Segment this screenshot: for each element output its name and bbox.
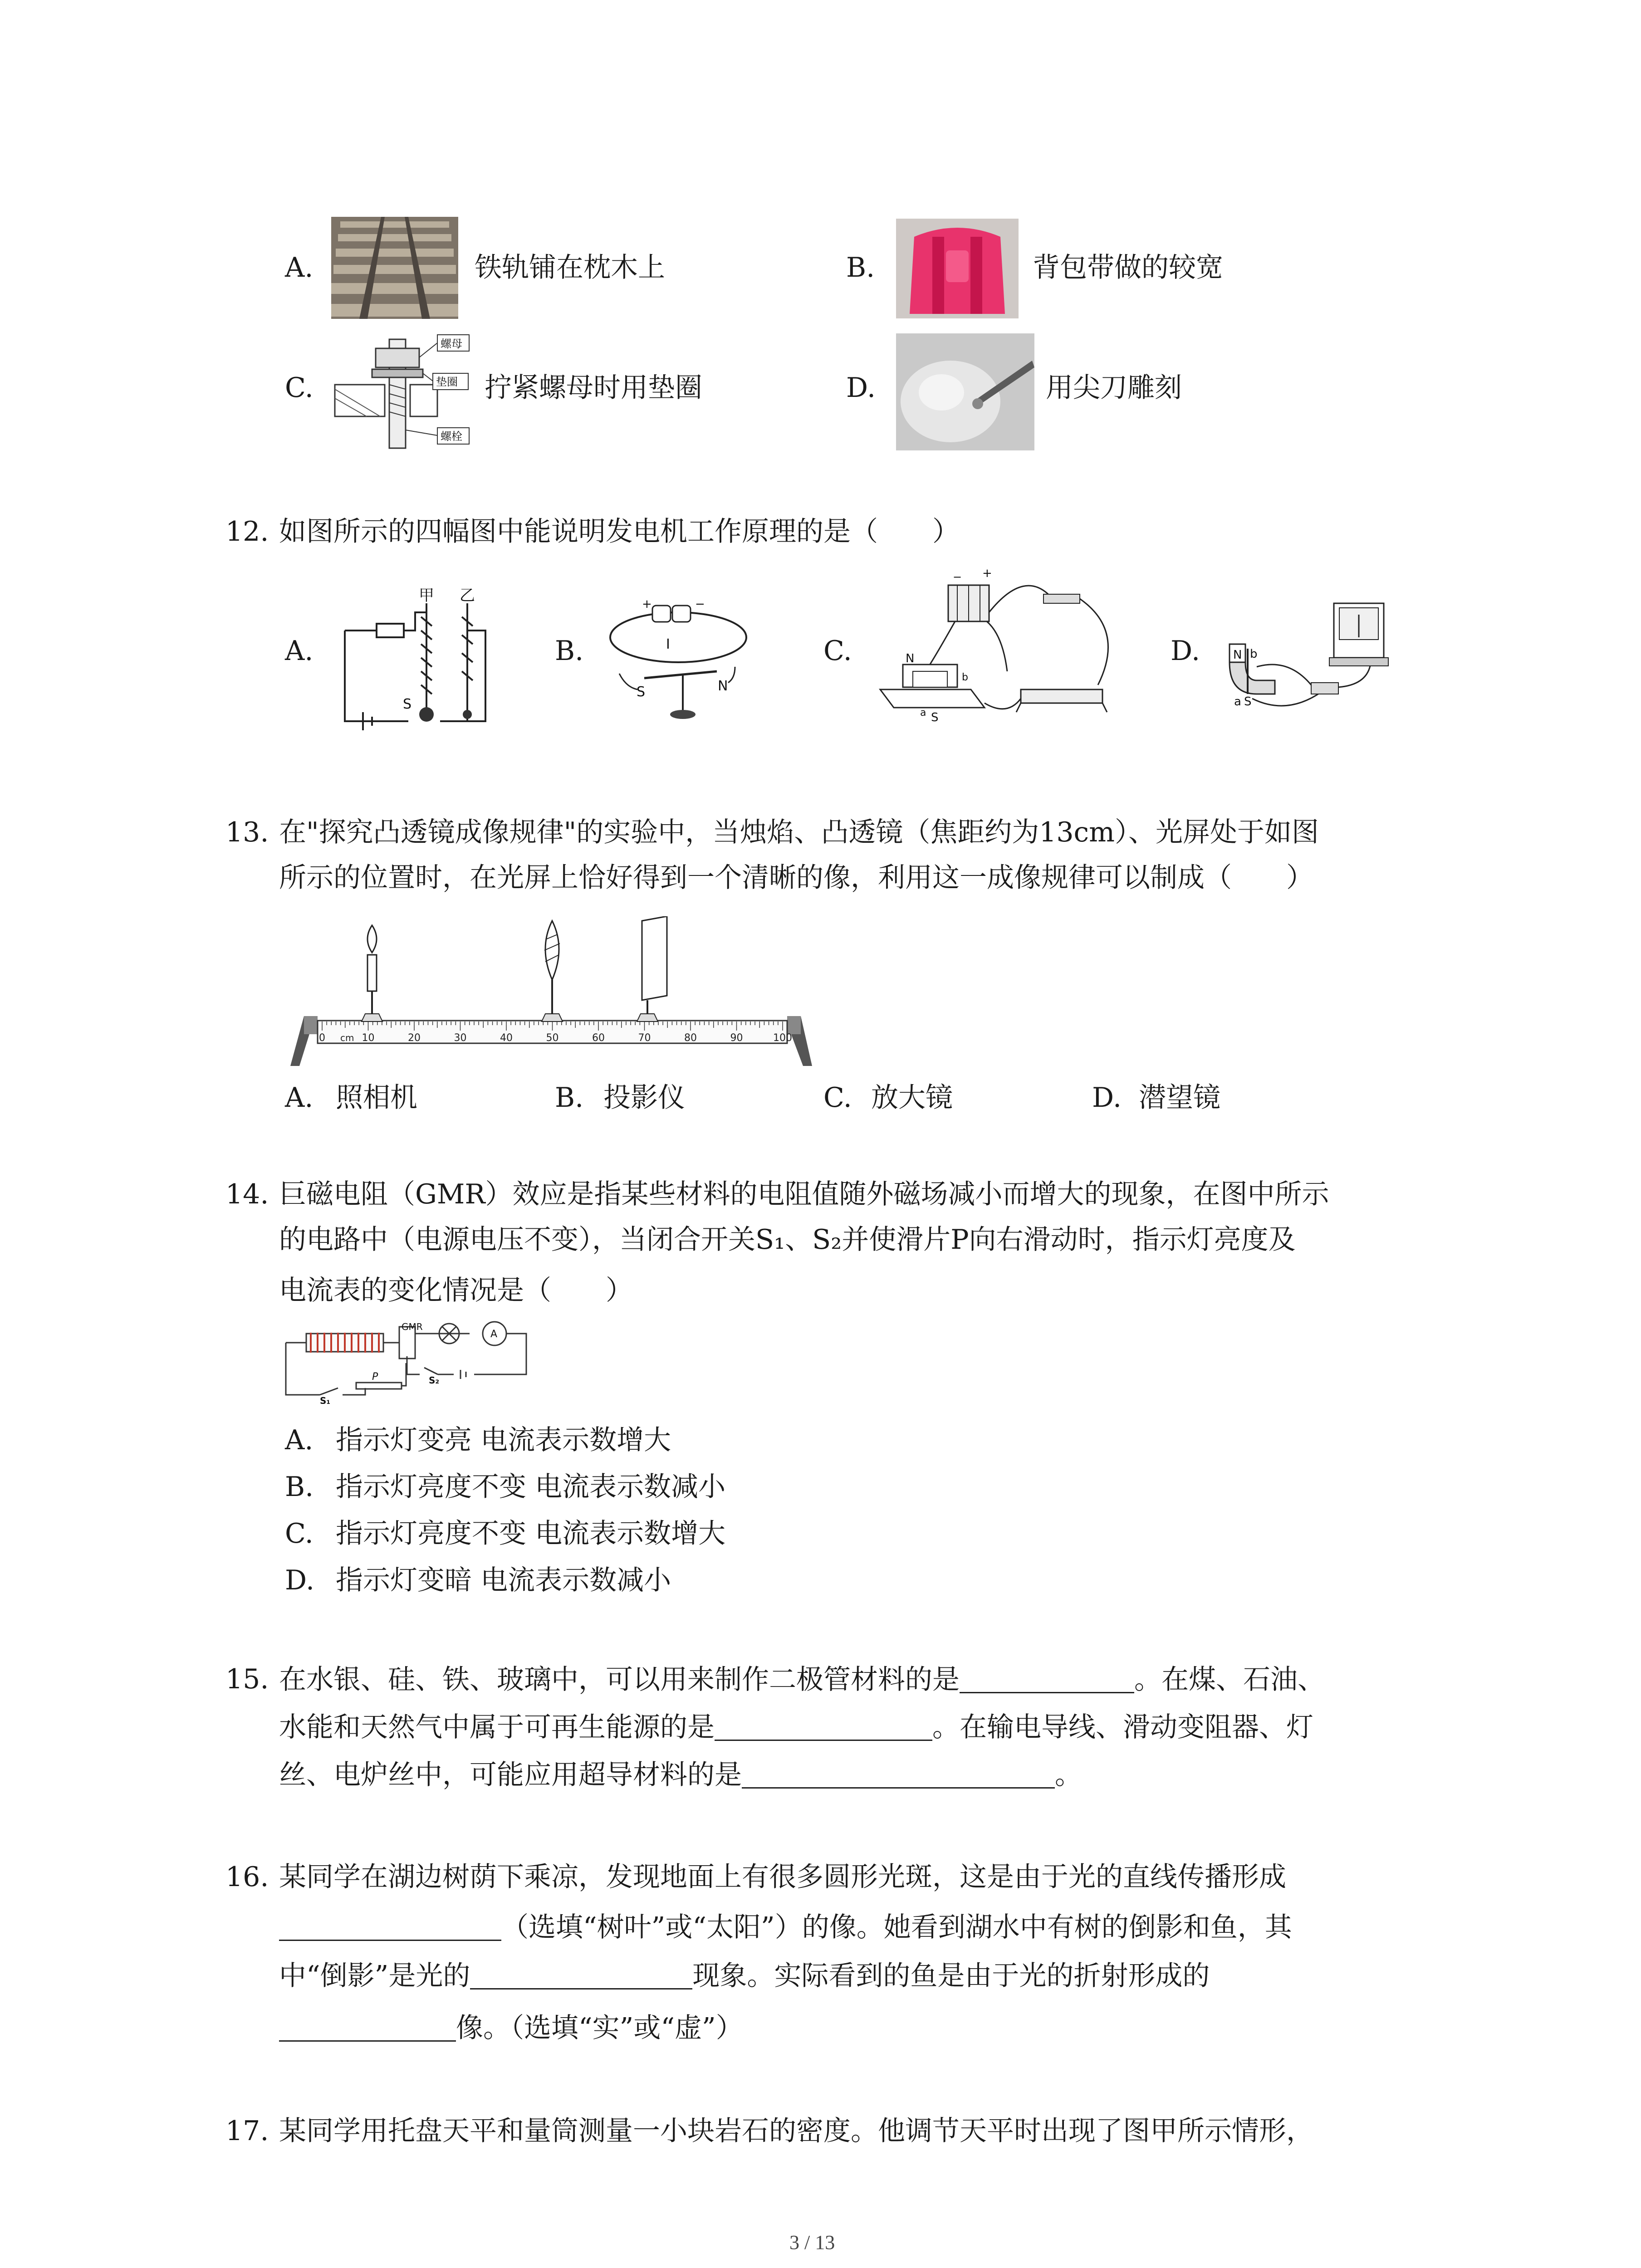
- svg-text:−: −: [695, 597, 705, 611]
- svg-text:−: −: [953, 571, 962, 583]
- q14-stem-line3: 电流表的变化情况是（ ）: [279, 1275, 633, 1306]
- q14-option-c-text: 指示灯亮度不变 电流表示数增大: [336, 1518, 726, 1549]
- q11-option-d-letter: D.: [846, 372, 876, 404]
- q14-option-a-letter: A.: [285, 1424, 314, 1456]
- svg-text:a: a: [920, 707, 926, 719]
- q14-option-d-text: 指示灯变暗 电流表示数减小: [336, 1564, 671, 1596]
- q17-line1: 某同学用托盘天平和量筒测量一小块岩石的密度。他调节天平时出现了图甲所示情形，: [279, 2115, 1313, 2147]
- q13-option-d-text: 潜望镜: [1139, 1082, 1220, 1114]
- q13-option-b-letter: B.: [555, 1082, 584, 1114]
- q13-option-d-letter: D.: [1092, 1082, 1122, 1114]
- svg-text:I: I: [666, 636, 670, 652]
- q13-option-a-text: 照相机: [336, 1082, 417, 1114]
- q16-line4: 像。（选填“实”或“虚”）: [279, 2014, 743, 2042]
- q16-line1: 某同学在湖边树荫下乘凉，发现地面上有很多圆形光斑，这是由于光的直线传播形成: [279, 1861, 1286, 1893]
- q12-option-b-letter: B.: [555, 635, 584, 667]
- svg-text:甲: 甲: [419, 587, 434, 605]
- svg-text:S: S: [637, 684, 646, 700]
- generator-galvanometer-figure: [1220, 594, 1402, 726]
- page-number: 3 / 13: [789, 2231, 835, 2253]
- q11-option-a-letter: A.: [285, 252, 314, 284]
- q11-option-c-text: 拧紧螺母时用垫圈: [485, 372, 702, 404]
- q17-number: 17.: [225, 2115, 269, 2147]
- bench-tick-label: 40: [500, 1032, 513, 1044]
- bench-tick-label: 30: [454, 1032, 467, 1044]
- q14-option-d-letter: D.: [285, 1564, 315, 1596]
- svg-text:S₂: S₂: [429, 1375, 440, 1386]
- svg-text:+: +: [642, 597, 652, 611]
- q12-option-a-letter: A.: [285, 635, 314, 667]
- q15-blank-2[interactable]: [715, 1713, 932, 1741]
- knife-carving-photo: [896, 333, 1034, 450]
- q13-option-c-letter: C.: [823, 1082, 852, 1114]
- q15-line1: 在水银、硅、铁、玻璃中，可以用来制作二极管材料的是 。在煤、石油、: [279, 1664, 1325, 1696]
- q12-stem: 如图所示的四幅图中能说明发电机工作原理的是（ ）: [279, 516, 960, 547]
- svg-text:N: N: [906, 652, 915, 665]
- bench-tick-label: 60: [592, 1032, 605, 1044]
- bench-tick-label: 50: [546, 1032, 559, 1044]
- svg-text:乙: 乙: [460, 587, 475, 605]
- svg-text:b: b: [962, 672, 968, 683]
- q16-line2: （选填“树叶”或“太阳”）的像。她看到湖水中有树的倒影和鱼，其: [279, 1913, 1292, 1941]
- svg-text:a: a: [1234, 695, 1241, 709]
- q14-option-b-text: 指示灯亮度不变 电流表示数减小: [336, 1471, 726, 1503]
- q15-blank-3[interactable]: [742, 1761, 1055, 1789]
- svg-text:b: b: [1250, 647, 1258, 661]
- gmr-circuit-figure: [279, 1320, 533, 1404]
- q14-option-c-letter: C.: [285, 1518, 314, 1549]
- q13-option-c-text: 放大镜: [871, 1082, 953, 1114]
- bench-tick-label: 10: [362, 1032, 375, 1044]
- light-screen: [637, 916, 667, 1022]
- q14-stem-line1: 巨磁电阻（GMR）效应是指某些材料的电阻值随外磁场减小而增大的现象，在图中所示: [279, 1178, 1329, 1210]
- bench-tick-label: 100: [773, 1032, 792, 1044]
- q12-option-d-letter: D.: [1171, 635, 1200, 667]
- q13-option-b-text: 投影仪: [603, 1082, 685, 1114]
- oersted-experiment-figure: [599, 585, 758, 730]
- svg-text:GMR: GMR: [402, 1321, 423, 1332]
- q14-option-a-text: 指示灯变亮 电流表示数增大: [336, 1424, 671, 1456]
- q13-stem-line2: 所示的位置时，在光屏上恰好得到一个清晰的像，利用这一成像规律可以制成（ ）: [279, 862, 1313, 894]
- label-nut: 螺母: [441, 337, 462, 350]
- railway-track-photo: [331, 217, 458, 319]
- svg-text:N: N: [1233, 648, 1242, 662]
- svg-text:S₁: S₁: [320, 1395, 331, 1404]
- bench-tick-label: 90: [730, 1032, 743, 1044]
- q15-line2: 水能和天然气中属于可再生能源的是 。在输电导线、滑动变阻器、灯: [279, 1711, 1313, 1743]
- q16-number: 16.: [225, 1861, 269, 1893]
- backpack-photo: [896, 219, 1019, 318]
- bolt-washer-diagram: [330, 330, 480, 450]
- candle: [362, 925, 382, 1022]
- bench-tick-label: 0: [319, 1032, 325, 1044]
- q15-blank-1[interactable]: [960, 1666, 1134, 1693]
- q13-stem-line1: 在"探究凸透镜成像规律"的实验中，当烛焰、凸透镜（焦距约为13cm）、光屏处于如图: [279, 816, 1319, 848]
- q14-stem-line2: 的电路中（电源电压不变），当闭合开关S₁、S₂并使滑片P向右滑动时，指示灯亮度及: [279, 1224, 1296, 1256]
- q14-number: 14.: [225, 1178, 269, 1210]
- q11-option-d-text: 用尖刀雕刻: [1046, 372, 1182, 404]
- q16-blank-2[interactable]: [470, 1962, 692, 1989]
- bench-tick-label: 20: [408, 1032, 421, 1044]
- svg-text:S: S: [403, 696, 412, 712]
- svg-text:+: +: [982, 567, 992, 580]
- electromagnet-circuit-figure: [336, 585, 495, 730]
- q16-blank-1[interactable]: [279, 1913, 501, 1941]
- svg-text:N: N: [718, 678, 728, 694]
- label-washer: 垫圈: [436, 376, 458, 388]
- q11-option-c-letter: C.: [285, 372, 314, 404]
- q11-option-b-letter: B.: [846, 252, 875, 284]
- svg-text:P: P: [372, 1371, 378, 1383]
- motor-circuit-figure: [871, 567, 1125, 735]
- svg-text:S: S: [1244, 695, 1252, 709]
- q11-option-b-text: 背包带做的较宽: [1033, 252, 1223, 284]
- q15-number: 15.: [225, 1663, 269, 1695]
- convex-lens: [542, 921, 563, 1022]
- optical-bench-figure: [279, 916, 814, 1070]
- q12-number: 12.: [225, 516, 269, 547]
- bench-unit-label: cm: [340, 1032, 354, 1043]
- q14-option-b-letter: B.: [285, 1471, 314, 1503]
- q16-line3: 中“倒影”是光的 现象。实际看到的鱼是由于光的折射形成的: [279, 1960, 1210, 1992]
- q13-number: 13.: [225, 816, 269, 848]
- svg-text:A: A: [490, 1329, 498, 1340]
- q16-blank-3[interactable]: [279, 2014, 456, 2042]
- svg-text:S: S: [931, 711, 939, 724]
- q13-option-a-letter: A.: [285, 1082, 314, 1114]
- q12-option-c-letter: C.: [823, 635, 852, 667]
- q11-option-a-text: 铁轨铺在枕木上: [475, 252, 665, 284]
- q15-line3: 丝、电炉丝中，可能应用超导材料的是 。: [279, 1759, 1082, 1791]
- label-bolt: 螺栓: [441, 430, 462, 443]
- bench-tick-label: 70: [638, 1032, 651, 1044]
- bench-tick-label: 80: [684, 1032, 697, 1044]
